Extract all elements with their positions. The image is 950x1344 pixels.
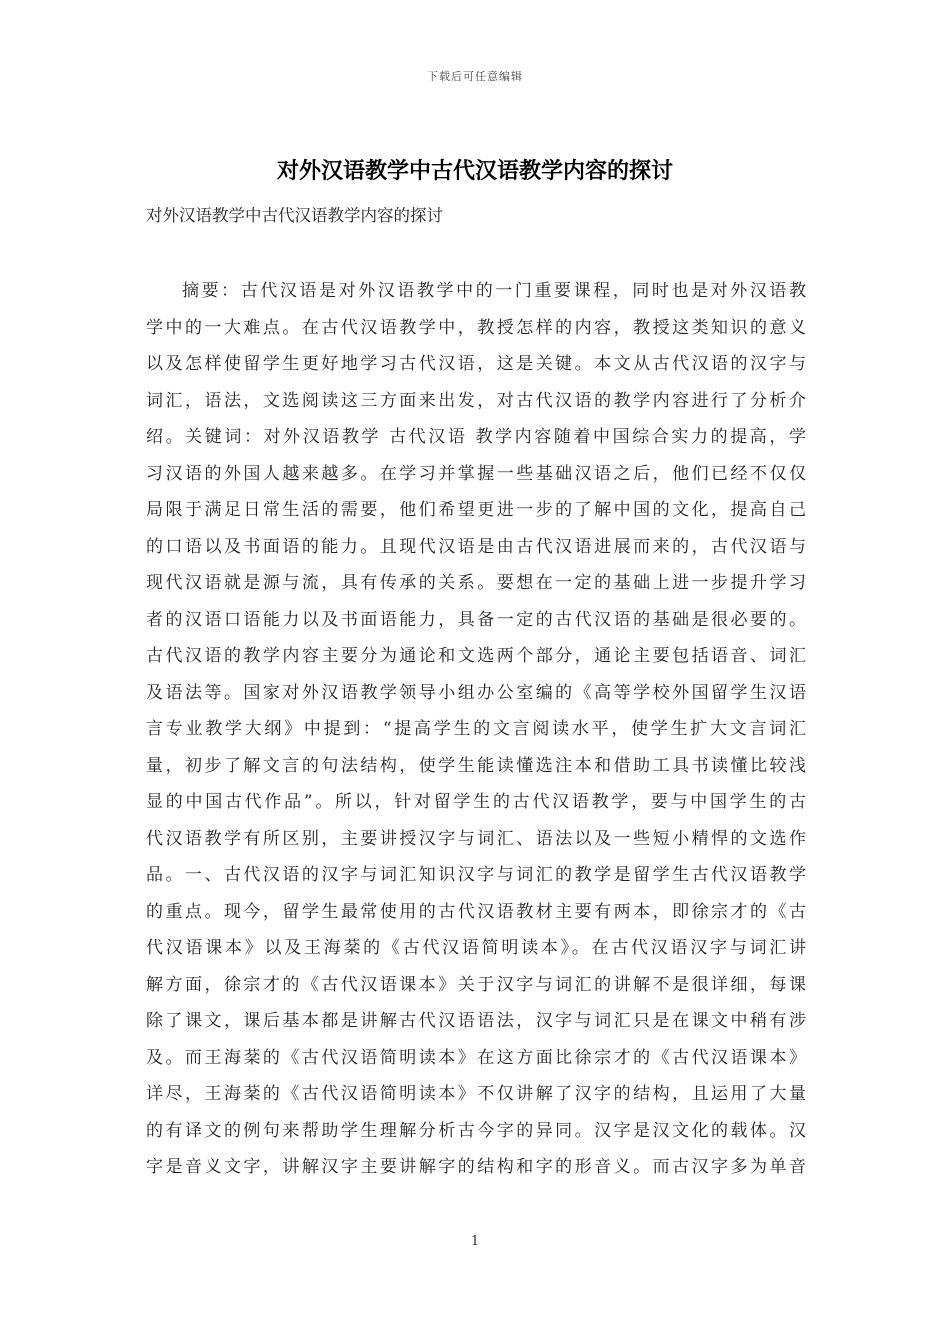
body-line: 者的汉语口语能力以及书面语能力，具备一定的古代汉语的基础是很必要的。 xyxy=(146,609,806,630)
body-line: 学中的一大难点。在古代汉语教学中，教授怎样的内容，教授这类知识的意义 xyxy=(146,317,806,338)
body-line: 字是音义文字，讲解汉字主要讲解字的结构和字的形音义。而古汉字多为单音 xyxy=(146,1157,806,1177)
body-line: 量，初步了解文言的句法结构，使学生能读懂选注本和借助工具书读懂比较浅 xyxy=(146,755,806,776)
body-line: 代汉语课本》以及王海棻的《古代汉语简明读本》。在古代汉语汉字与词汇讲 xyxy=(146,938,806,958)
body-line: 显的中国古代作品”。所以，针对留学生的古代汉语教学，要与中国学生的古 xyxy=(146,792,806,812)
body-line: 摘要：古代汉语是对外汉语教学中的一门重要课程，同时也是对外汉语教 xyxy=(182,281,806,301)
body-line: 除了课文，课后基本都是讲解古代汉语语法，汉字与词汇只是在课文中稍有涉 xyxy=(146,1011,806,1031)
body-line: 的重点。现今，留学生最常使用的古代汉语教材主要有两本，即徐宗才的《古 xyxy=(146,901,806,922)
body-line: 代汉语教学有所区别，主要讲授汉字与词汇、语法以及一些短小精悍的文选作 xyxy=(146,828,806,849)
page-number: 1 xyxy=(470,1234,480,1249)
body-line: 解方面，徐宗才的《古代汉语课本》关于汉字与词汇的讲解不是很详细，每课 xyxy=(146,974,806,995)
body-line: 的有译文的例句来帮助学生理解分析古今字的异同。汉字是汉文化的载体。汉 xyxy=(146,1120,806,1141)
body-line: 绍。关键词：对外汉语教学 古代汉语 教学内容随着中国综合实力的提高，学 xyxy=(146,427,806,447)
document-subtitle: 对外汉语教学中古代汉语教学内容的探讨 xyxy=(146,206,443,225)
body-line: 现代汉语就是源与流，具有传承的关系。要想在一定的基础上进一步提升学习 xyxy=(146,573,806,593)
document-title: 对外汉语教学中古代汉语教学内容的探讨 xyxy=(276,158,673,184)
body-line: 及。而王海棻的《古代汉语简明读本》在这方面比徐宗才的《古代汉语课本》 xyxy=(146,1047,806,1068)
body-line: 古代汉语的教学内容主要分为通论和文选两个部分，通论主要包括语音、词汇 xyxy=(146,646,806,666)
body-line: 详尽，王海棻的《古代汉语简明读本》不仅讲解了汉字的结构，且运用了大量 xyxy=(146,1084,806,1104)
body-line: 品。一、古代汉语的汉字与词汇知识汉字与词汇的教学是留学生古代汉语教学 xyxy=(146,865,806,885)
body-line: 词汇，语法，文选阅读这三方面来出发，对古代汉语的教学内容进行了分析介 xyxy=(146,390,806,411)
header-note: 下载后可任意编辑 xyxy=(427,70,523,83)
body-line: 以及怎样使留学生更好地学习古代汉语，这是关键。本文从古代汉语的汉字与 xyxy=(146,354,806,374)
body-line: 言专业教学大纲》中提到：“提高学生的文言阅读水平，使学生扩大文言词汇 xyxy=(146,719,806,739)
body-line: 习汉语的外国人越来越多。在学习并掌握一些基础汉语之后，他们已经不仅仅 xyxy=(146,463,806,484)
body-line: 的口语以及书面语的能力。且现代汉语是由古代汉语进展而来的，古代汉语与 xyxy=(146,536,806,557)
body-text xyxy=(146,273,806,1186)
body-line: 及语法等。国家对外汉语教学领导小组办公室编的《高等学校外国留学生汉语 xyxy=(146,682,806,703)
body-line: 局限于满足日常生活的需要，他们希望更进一步的了解中国的文化，提高自己 xyxy=(146,500,806,520)
